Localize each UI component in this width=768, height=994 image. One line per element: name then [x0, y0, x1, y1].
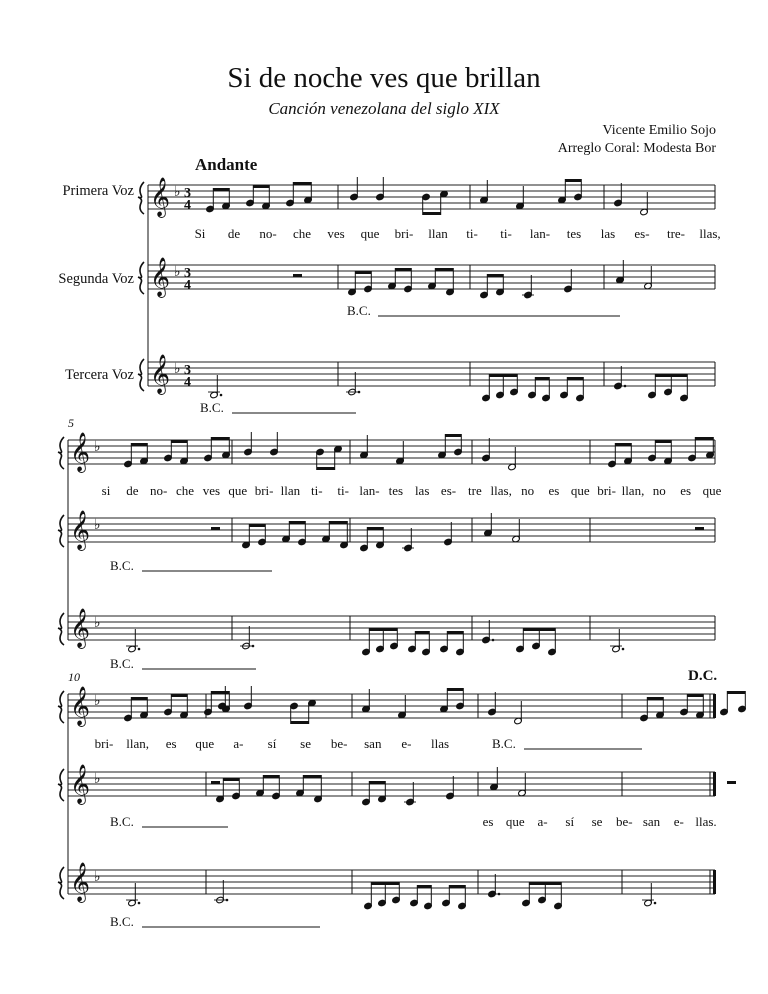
lyric-syllable: bri- — [597, 483, 616, 498]
lyric-syllable: las — [600, 226, 616, 241]
note-dot — [226, 899, 229, 902]
note-beam — [655, 374, 687, 377]
note-dot — [138, 648, 141, 651]
note-beam — [615, 443, 631, 446]
measure-number-5: 5 — [68, 416, 74, 430]
arranger-credit: Arreglo Coral: Modesta Bor — [557, 141, 716, 156]
note-dot — [624, 385, 627, 388]
bc-label: B.C. — [200, 400, 224, 415]
lyric-syllable: es — [548, 483, 560, 498]
note-beam — [447, 631, 463, 634]
lyric-syllable: sí — [565, 814, 575, 829]
note-beam — [367, 527, 383, 530]
note-beam — [415, 631, 429, 634]
note-beam — [369, 781, 385, 784]
lyric-syllable: se — [591, 814, 603, 829]
lyric-syllable: llan — [428, 226, 448, 241]
bc-label: B.C. — [110, 914, 134, 929]
lyric-syllable: ti- — [311, 483, 323, 498]
half-rest — [293, 274, 302, 277]
note-beam — [423, 212, 441, 215]
treble-clef-icon: 𝄞 — [70, 510, 91, 550]
lyric-syllable: a- — [537, 814, 548, 829]
note-beam — [535, 377, 549, 380]
key-flat-icon: ♭ — [94, 615, 101, 631]
score-title: Si de noche ves que brillan — [227, 62, 541, 94]
lyric-syllable: san — [642, 814, 661, 829]
note-beam — [447, 688, 463, 691]
lyric-syllable: a- — [233, 736, 244, 751]
time-signature-bottom: 4 — [184, 198, 191, 213]
note-dot — [138, 902, 141, 905]
note-beam — [249, 524, 265, 527]
note-beam — [523, 628, 555, 631]
lyric-syllable: es — [680, 483, 692, 498]
lyric-syllable: che — [292, 226, 312, 241]
lyric-syllable: llas, — [699, 226, 721, 241]
lyric-syllable: bri- — [254, 483, 274, 498]
note-beam — [291, 721, 309, 724]
treble-clef-icon: 𝄞 — [70, 608, 91, 648]
voice-label-segunda: Segunda Voz — [58, 271, 134, 287]
treble-clef-icon: 𝄞 — [150, 257, 171, 297]
note-beam — [529, 882, 561, 885]
key-flat-icon: ♭ — [94, 771, 101, 787]
lyric-syllable: tre- — [666, 226, 686, 241]
voice-label-tercera: Tercera Voz — [65, 367, 134, 383]
treble-clef-icon: 𝄞 — [150, 354, 171, 394]
lyric-syllable: es- — [634, 226, 650, 241]
note-beam — [253, 185, 269, 188]
staff-brace — [58, 691, 64, 723]
note-beam — [131, 443, 147, 446]
note-dot — [358, 391, 361, 394]
staff-brace — [138, 262, 144, 294]
bc-label: B.C. — [110, 656, 134, 671]
note-beam — [655, 440, 671, 443]
tempo-marking: Andante — [195, 155, 258, 174]
lyric-syllable: llan — [280, 483, 301, 498]
note-beam — [223, 778, 239, 781]
lyric-syllable: san — [364, 736, 382, 751]
treble-clef-icon: 𝄞 — [70, 686, 91, 726]
note-beam — [317, 467, 335, 470]
note-beam — [647, 697, 663, 700]
note-beam — [211, 691, 229, 694]
lyric-syllable: llan, — [126, 736, 149, 751]
lyric-syllable: que — [570, 483, 590, 498]
lyric-syllable: no — [521, 483, 535, 498]
time-signature-bottom: 4 — [184, 375, 191, 390]
note-beam — [417, 885, 431, 888]
note-beam — [687, 694, 703, 697]
note-beam — [565, 179, 581, 182]
half-rest — [211, 781, 220, 784]
note-beam — [355, 271, 371, 274]
treble-clef-icon: 𝄞 — [70, 432, 91, 472]
lyric-syllable: llas, — [490, 483, 512, 498]
half-rest — [695, 527, 704, 530]
note-beam — [289, 521, 305, 524]
lyric-syllable: lan- — [529, 226, 551, 241]
note-dot — [654, 902, 657, 905]
note-beam — [171, 694, 187, 697]
lyric-syllable: Si — [194, 226, 206, 241]
lyric-syllable: ti- — [466, 226, 478, 241]
lyric-syllable: no- — [150, 483, 168, 498]
note-dot — [492, 639, 495, 642]
note-beam — [567, 377, 583, 380]
composer-credit: Vicente Emilio Sojo — [602, 123, 716, 138]
time-signature-top: 3 — [184, 266, 191, 281]
measure-number-10: 10 — [68, 670, 80, 684]
note-beam — [213, 188, 229, 191]
lyric-syllable: que — [195, 736, 215, 751]
lyric-syllable: bri- — [94, 736, 114, 751]
lyric-syllable: de — [227, 226, 241, 241]
lyric-syllable: las — [414, 483, 430, 498]
time-signature-bottom: 4 — [184, 278, 191, 293]
lyric-syllable: e- — [401, 736, 412, 751]
note-dot — [622, 648, 625, 651]
half-rest — [727, 781, 736, 784]
half-rest — [211, 527, 220, 530]
staff-brace — [58, 515, 64, 547]
note-beam — [371, 882, 399, 885]
note-beam — [435, 268, 453, 271]
staff-brace — [138, 359, 144, 391]
note-beam — [131, 697, 147, 700]
note-beam — [329, 521, 347, 524]
lyric-syllable: che — [176, 483, 195, 498]
staff-brace — [58, 437, 64, 469]
key-flat-icon: ♭ — [174, 361, 181, 377]
key-flat-icon: ♭ — [174, 184, 181, 200]
lyric-syllable: si — [101, 483, 111, 498]
note-beam — [487, 274, 503, 277]
time-signature-top: 3 — [184, 363, 191, 378]
bc-label: B.C. — [110, 814, 134, 829]
key-flat-icon: ♭ — [94, 869, 101, 885]
note-dot — [252, 645, 255, 648]
note-dot — [498, 893, 501, 896]
lyric-syllable: ti- — [337, 483, 349, 498]
staff-brace — [138, 182, 144, 214]
lyric-syllable: ves — [327, 226, 345, 241]
lyric-syllable: tes — [388, 483, 404, 498]
staff-brace — [58, 613, 64, 645]
lyric-syllable: es — [482, 814, 494, 829]
lyric-syllable: se — [300, 736, 312, 751]
note-beam — [695, 437, 713, 440]
lyric-syllable: es- — [440, 483, 457, 498]
bc-label: B.C. — [492, 736, 516, 751]
score-subtitle: Canción venezolana del siglo XIX — [268, 99, 500, 118]
bc-label: B.C. — [110, 558, 134, 573]
note-dot — [220, 394, 223, 397]
lyric-syllable: que — [702, 483, 722, 498]
treble-clef-icon: 𝄞 — [150, 177, 171, 217]
key-flat-icon: ♭ — [174, 264, 181, 280]
lyric-syllable: lan- — [359, 483, 380, 498]
lyric-syllable: que — [228, 483, 248, 498]
lyric-syllable: be- — [330, 736, 348, 751]
note-beam — [263, 775, 279, 778]
note-beam — [303, 775, 321, 778]
lyric-syllable: que — [360, 226, 380, 241]
key-flat-icon: ♭ — [94, 517, 101, 533]
final-barline — [713, 870, 716, 894]
note-beam — [395, 268, 411, 271]
lyric-syllable: no — [652, 483, 666, 498]
final-barline — [713, 772, 716, 796]
voice-label-primera: Primera Voz — [62, 183, 134, 199]
note-beam — [449, 885, 465, 888]
lyric-syllable: llas. — [695, 814, 717, 829]
lyric-syllable: be- — [615, 814, 633, 829]
lyric-syllable: e- — [673, 814, 684, 829]
lyric-syllable: tre — [468, 483, 482, 498]
staff-brace — [58, 867, 64, 899]
lyric-syllable: es — [165, 736, 177, 751]
lyric-syllable: de — [126, 483, 139, 498]
lyric-syllable: no- — [259, 226, 277, 241]
staff-brace — [58, 769, 64, 801]
time-signature-top: 3 — [184, 186, 191, 201]
note-beam — [445, 434, 461, 437]
note-beam — [727, 691, 745, 694]
da-capo-marking: D.C. — [688, 668, 718, 684]
note-beam — [369, 628, 397, 631]
treble-clef-icon: 𝄞 — [70, 764, 91, 804]
final-barline — [713, 694, 716, 718]
bc-label: B.C. — [347, 303, 371, 318]
key-flat-icon: ♭ — [94, 693, 101, 709]
key-flat-icon: ♭ — [94, 439, 101, 455]
note-beam — [489, 374, 517, 377]
lyric-syllable: bri- — [394, 226, 414, 241]
lyric-syllable: llan, — [621, 483, 645, 498]
note-beam — [293, 182, 311, 185]
lyric-syllable: sí — [267, 736, 277, 751]
note-beam — [171, 440, 187, 443]
treble-clef-icon: 𝄞 — [70, 862, 91, 902]
lyric-syllable: tes — [566, 226, 582, 241]
lyric-syllable: que — [505, 814, 525, 829]
lyric-syllable: ti- — [500, 226, 512, 241]
lyric-syllable: llas — [430, 736, 450, 751]
note-beam — [211, 437, 229, 440]
lyric-syllable: ves — [202, 483, 221, 498]
